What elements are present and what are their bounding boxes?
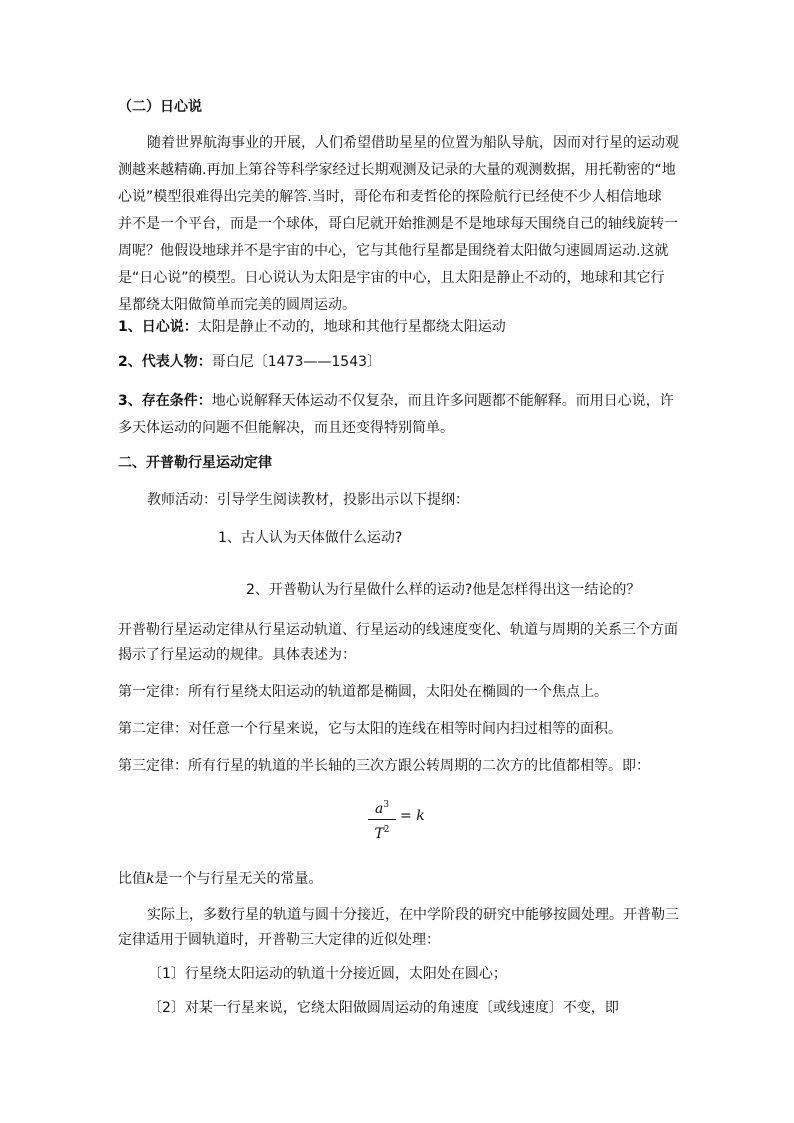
section-heading-heliocentric: （二）日心说	[118, 99, 202, 115]
kepler-law-3: 第三定律：所有行星的轨道的半长轴的三次方跟公转周期的二次方的比值都相等。即：	[118, 758, 650, 774]
question-2: 2、开普勒认为行星做什么样的运动?他是怎样得出这一结论的？	[246, 582, 641, 598]
paragraph-line: 周呢？他假设地球并不是宇宙的中心，它与其他行星都是围绕着太阳做匀速圆周运动.这就	[118, 243, 669, 259]
item-text: 太阳是静止不动的，地球和其他行星都绕太阳运动	[197, 319, 506, 335]
paragraph-line: 开普勒行星运动定律从行星运动轨道、行星运动的线速度变化、轨道与周期的关系三个方面	[118, 622, 678, 638]
fraction-bar	[368, 819, 396, 820]
item-text: 哥白尼〔1473——1543〕	[211, 354, 382, 370]
approximation-1: 〔1〕行星绕太阳运动的轨道十分接近圆，太阳处在圆心；	[148, 966, 507, 982]
equation-rhs: = k	[400, 808, 425, 824]
item-label: 1、日心说：	[118, 319, 198, 335]
paragraph-line: 是“日心说”的模型。日心说认为太阳是宇宙的中心，且太阳是静止不动的，地球和其它行	[118, 270, 665, 286]
paragraph-line: 定律适用于圆轨道时，开普勒三大定律的近似处理：	[118, 932, 440, 948]
fraction	[368, 796, 396, 843]
list-item-heliocentric	[118, 317, 678, 337]
paragraph-line: 并不是一个平台，而是一个球体，哥白尼就开始推测是不是地球每天围绕自己的轴线旋转一	[118, 216, 678, 232]
fraction-denominator: $T^2$	[374, 825, 390, 842]
approximation-2: 〔2〕对某一行星来说，它绕太阳做圆周运动的角速度〔或线速度〕不变，即	[148, 1000, 619, 1016]
paragraph-line: 揭示了行星运动的规律。具体表述为：	[118, 647, 356, 663]
kepler-third-law-formula	[368, 796, 448, 846]
list-item-conditions	[118, 391, 678, 411]
paragraph-line: 实际上，多数行星的轨道与圆十分接近，在中学阶段的研究中能够按圆处理。开普勒三	[147, 907, 679, 923]
paragraph-line: 测越来越精确.再加上第谷等科学家经过长期观测及记录的大量的观测数据，用托勒密的“地	[118, 162, 676, 178]
ratio-statement: 比值k是一个与行星无关的常量。	[118, 871, 323, 887]
kepler-law-1: 第一定律：所有行星绕太阳运动的轨道都是椭圆，太阳处在椭圆的一个焦点上。	[118, 684, 608, 700]
paragraph-line: 心说”模型很难得出完美的解答.当时，哥伦布和麦哲伦的探险航行已经使不少人相信地球	[118, 189, 662, 205]
fraction-numerator: $a^3$	[374, 800, 390, 817]
section-heading-kepler: 二、开普勒行星运动定律	[118, 455, 272, 471]
paragraph-line: 星都绕太阳做简单而完美的圆周运动。	[118, 297, 356, 313]
paragraph-line: 随着世界航海事业的开展，人们希望借助星星的位置为船队导航，因而对行星的运动观	[147, 135, 679, 151]
list-item-representative	[118, 352, 678, 372]
item-text: 地心说解释天体运动不仅复杂，而且许多问题都不能解释。而用日心说，许	[211, 393, 674, 409]
question-1: 1、古人认为天体做什么运动?	[218, 530, 403, 546]
item-label: 2、代表人物：	[118, 354, 212, 370]
kepler-law-2: 第二定律：对任意一个行星来说，它与太阳的连线在相等时间内扫过相等的面积。	[118, 721, 622, 737]
paragraph-line: 多天体运动的问题不但能解决，而且还变得特别简单。	[118, 420, 454, 436]
item-label: 3、存在条件：	[118, 393, 212, 409]
teacher-activity: 教师活动：引导学生阅读教材，投影出示以下提纲：	[147, 492, 469, 508]
